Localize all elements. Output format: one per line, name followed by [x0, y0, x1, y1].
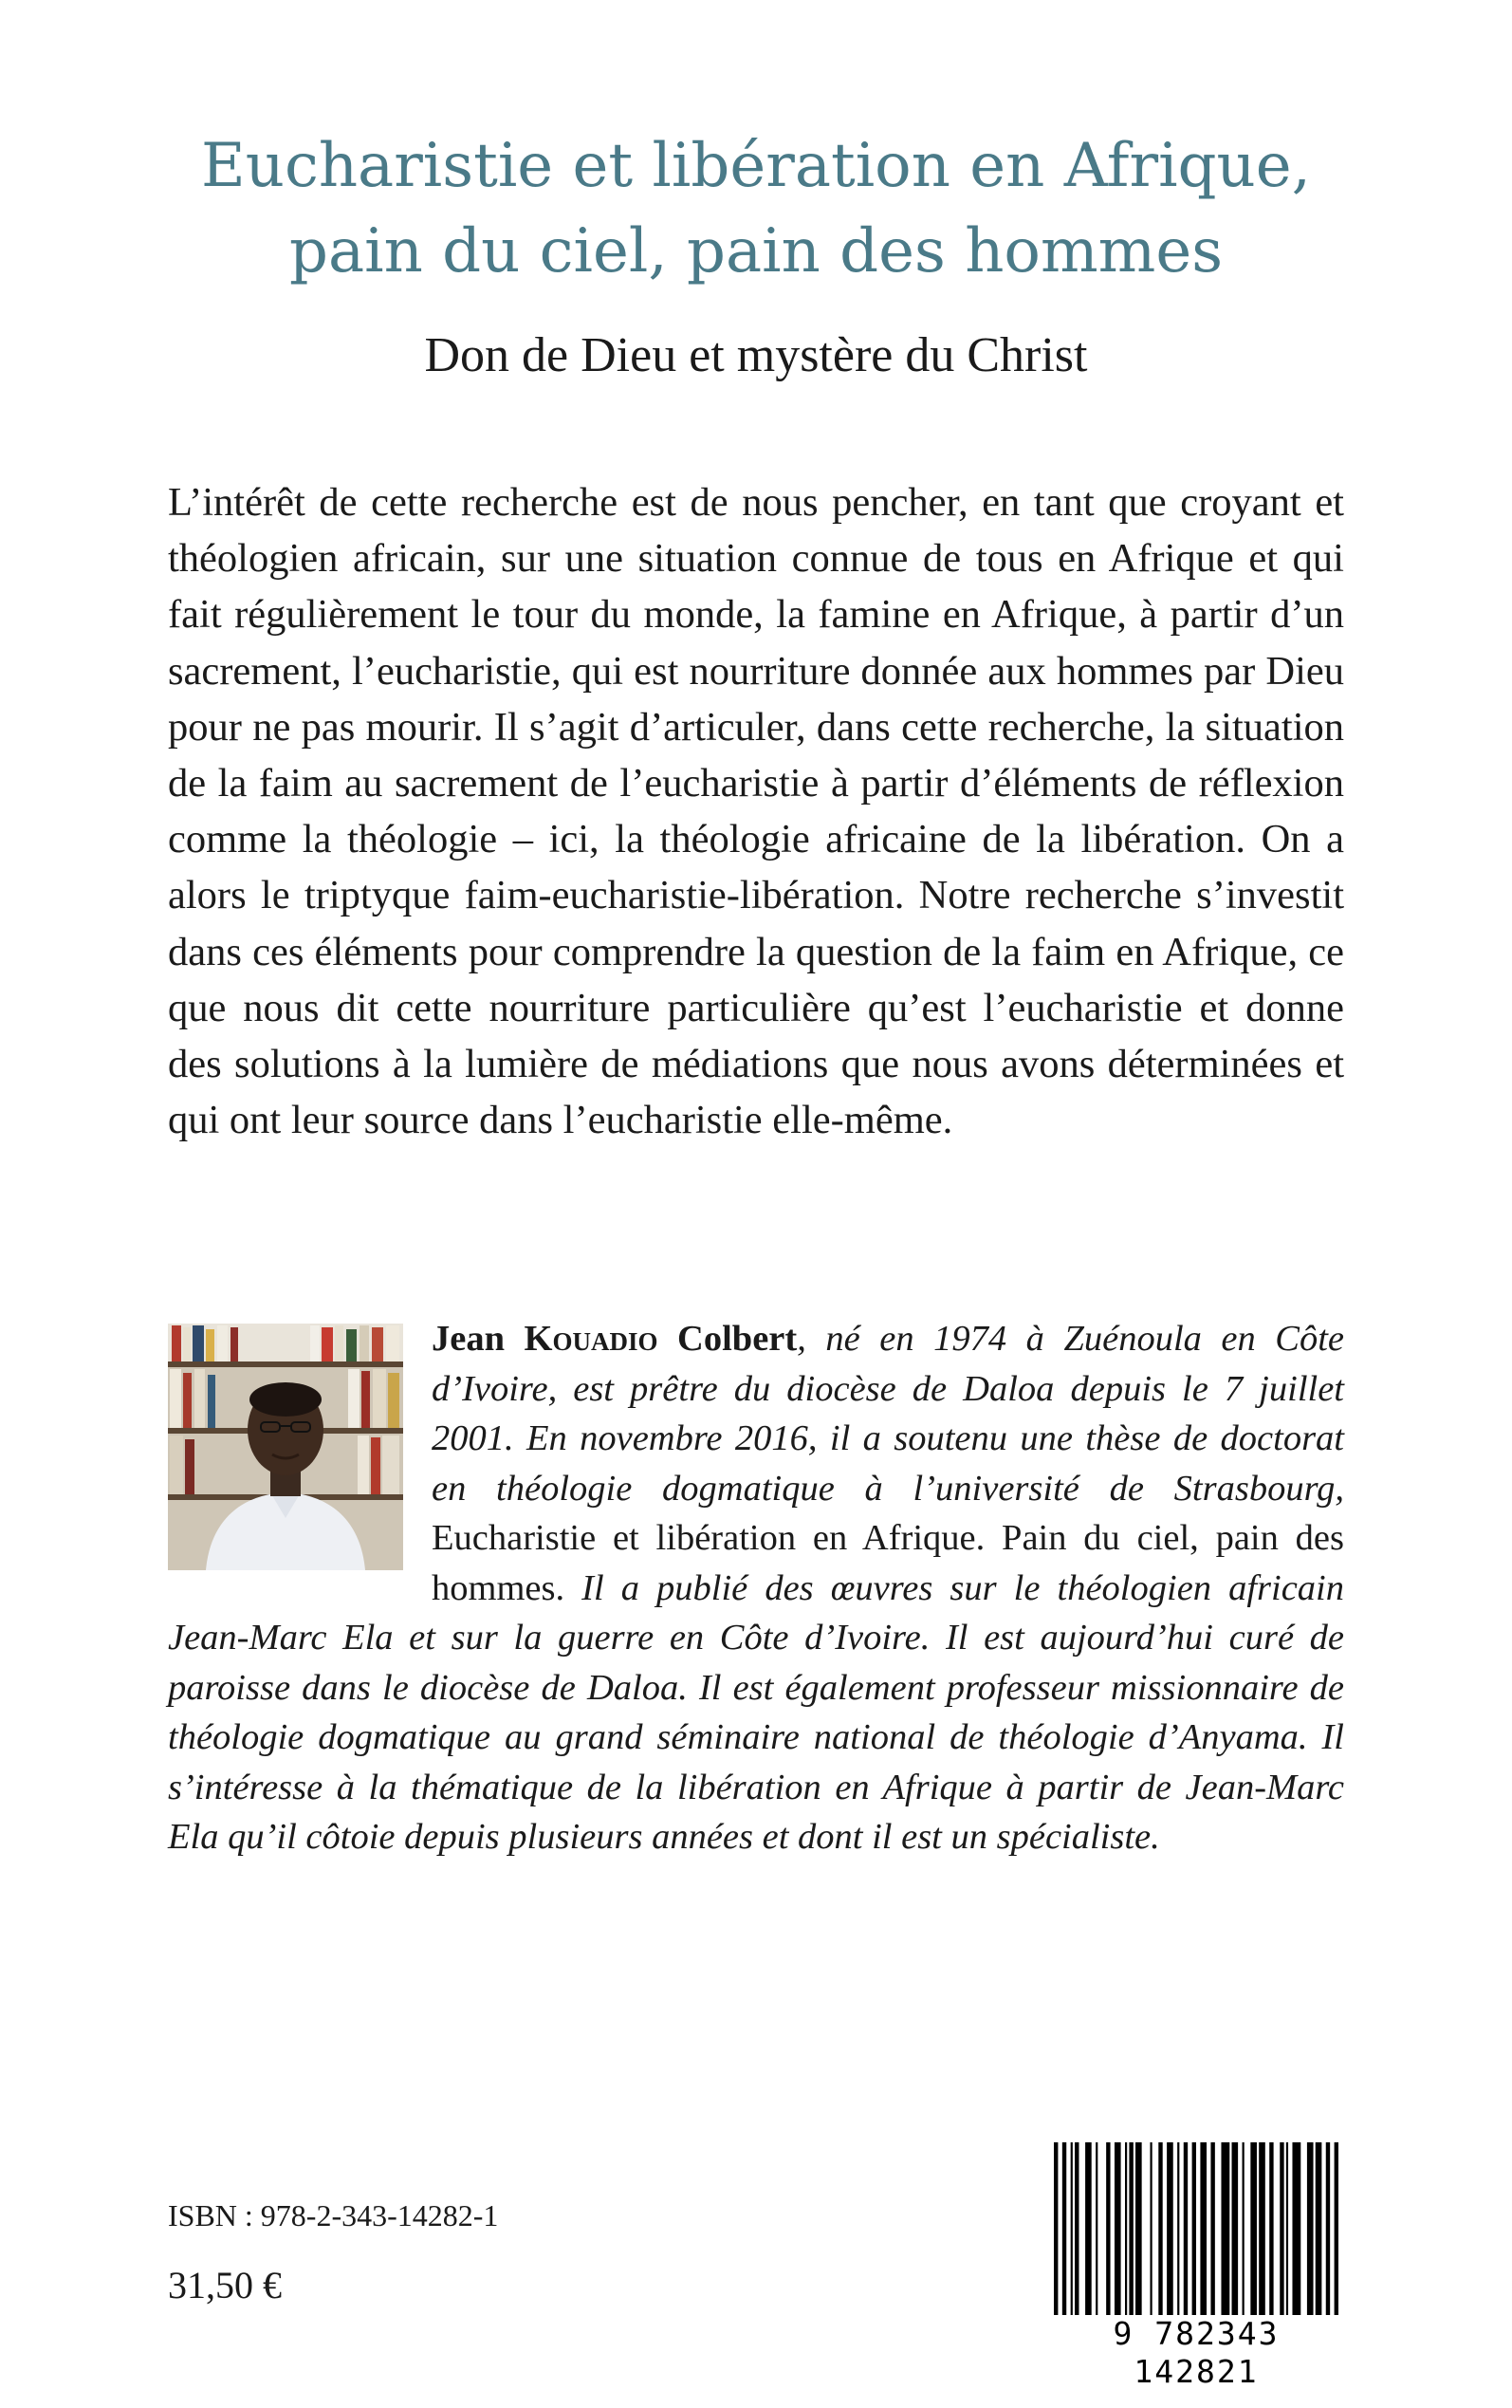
barcode-bar — [1062, 2142, 1066, 2323]
author-bio-part-2: Il a publié des œuvres sur le théologien africain Jean-Marc Ela et sur la guerre en Côte d’Ivoire. Il est aujourd’hui curé de paroisse dans le diocèse de Daloa. Il est également professeur missionnaire de théologie dogmatique au grand séminaire national de théologie d’Anyama. Il s’intéresse à la thématique de la libération en Afrique à partir de Jean-Marc Ela qu’il côtoie depuis plusieurs années et dont il est un spécialiste. — [168, 1567, 1344, 1857]
book-subtitle: Don de Dieu et mystère du Christ — [424, 328, 1088, 382]
author-bio — [168, 1314, 1344, 1862]
barcode-bar — [1269, 2142, 1273, 2323]
barcode-bar — [1210, 2142, 1214, 2323]
barcode-bar — [1125, 2142, 1127, 2323]
barcode-graphic — [1048, 2142, 1344, 2337]
barcode-bar — [1232, 2142, 1239, 2323]
barcode-bar — [1326, 2142, 1330, 2323]
barcode-bar — [1075, 2142, 1079, 2323]
barcode-bar — [1085, 2142, 1092, 2323]
barcode-bar — [1167, 2142, 1173, 2323]
barcode-bar — [1177, 2142, 1179, 2323]
barcode-bar — [1259, 2142, 1265, 2323]
barcode-bar — [1150, 2142, 1152, 2323]
barcode-digits: 9 782343 142821 — [1048, 2315, 1344, 2391]
thesis-title: Eucharistie et libération en Afrique. Pain du ciel, pain des hommes. — [432, 1518, 1344, 1608]
barcode-bar — [1129, 2142, 1133, 2323]
summary-text: L’intérêt de cette recherche est de nous pencher, en tant que croyant et théologien africain, sur une situation connue de tous en Afrique et qui fait régulièrement le tour du monde, la famine en Afrique, à partir d’un sacrement, l’eucharistie, qui est nourriture donnée aux hommes par Dieu pour ne pas mourir. Il s’agit d’articuler, dans cette recherche, la situation de la faim au sacrement de l’eucharistie à partir d’éléments de réflexion comme la théologie – ici, la théologie africaine de la libération. On a alors le triptyque faim-eucharistie-libération. Notre recherche s’investit dans ces éléments pour comprendre la question de la faim en Afrique, ce que nous dit cette nourriture particulière qu’est l’eucharistie et donne des solutions à la lumière de médiations que nous avons déterminées et qui ont leur source dans l’eucharistie elle-même. — [168, 480, 1344, 1143]
barcode-bar — [1286, 2142, 1288, 2323]
book-title-line-1: Eucharistie et libération en Afrique, — [201, 131, 1311, 201]
barcode-bar — [1184, 2142, 1188, 2323]
barcode-bar — [1135, 2142, 1142, 2323]
barcode-bar — [1071, 2142, 1073, 2323]
author-first-name: Jean — [432, 1319, 505, 1359]
barcode-bar — [1200, 2142, 1207, 2323]
barcode-bar — [1106, 2142, 1110, 2323]
author-last-name: Colbert — [677, 1319, 798, 1359]
book-title-line-2: pain du ciel, pain des hommes — [288, 216, 1224, 287]
barcode-bar — [1221, 2142, 1229, 2323]
author-photo — [168, 1324, 403, 1570]
barcode-bar — [1250, 2142, 1257, 2323]
barcode-bar — [1307, 2142, 1314, 2323]
barcode-bar — [1192, 2142, 1196, 2323]
barcode-bar — [1292, 2142, 1300, 2323]
barcode-bar — [1158, 2142, 1162, 2323]
author-bio-part-1: , né en 1974 à Zuénoula en Côte d’Ivoire, est prêtre du diocèse de Daloa depuis le 7 juillet 2001. En novembre 2016, il a soutenu une thèse de doctorat en théologie dogmatique à l’université de Strasbourg, — [432, 1319, 1345, 1509]
barcode-bar — [1054, 2142, 1058, 2323]
barcode-bar — [1096, 2142, 1097, 2323]
isbn-text: ISBN : 978-2-343-14282-1 — [168, 2198, 499, 2232]
barcode-bar — [1316, 2142, 1322, 2323]
author-surname: Kouadio — [524, 1319, 658, 1359]
barcode-bar — [1243, 2142, 1245, 2323]
barcode-bar — [1115, 2142, 1121, 2323]
price-text: 31,50 € — [168, 2264, 282, 2306]
barcode-bar — [1335, 2142, 1338, 2323]
barcode-bar — [1280, 2142, 1283, 2323]
